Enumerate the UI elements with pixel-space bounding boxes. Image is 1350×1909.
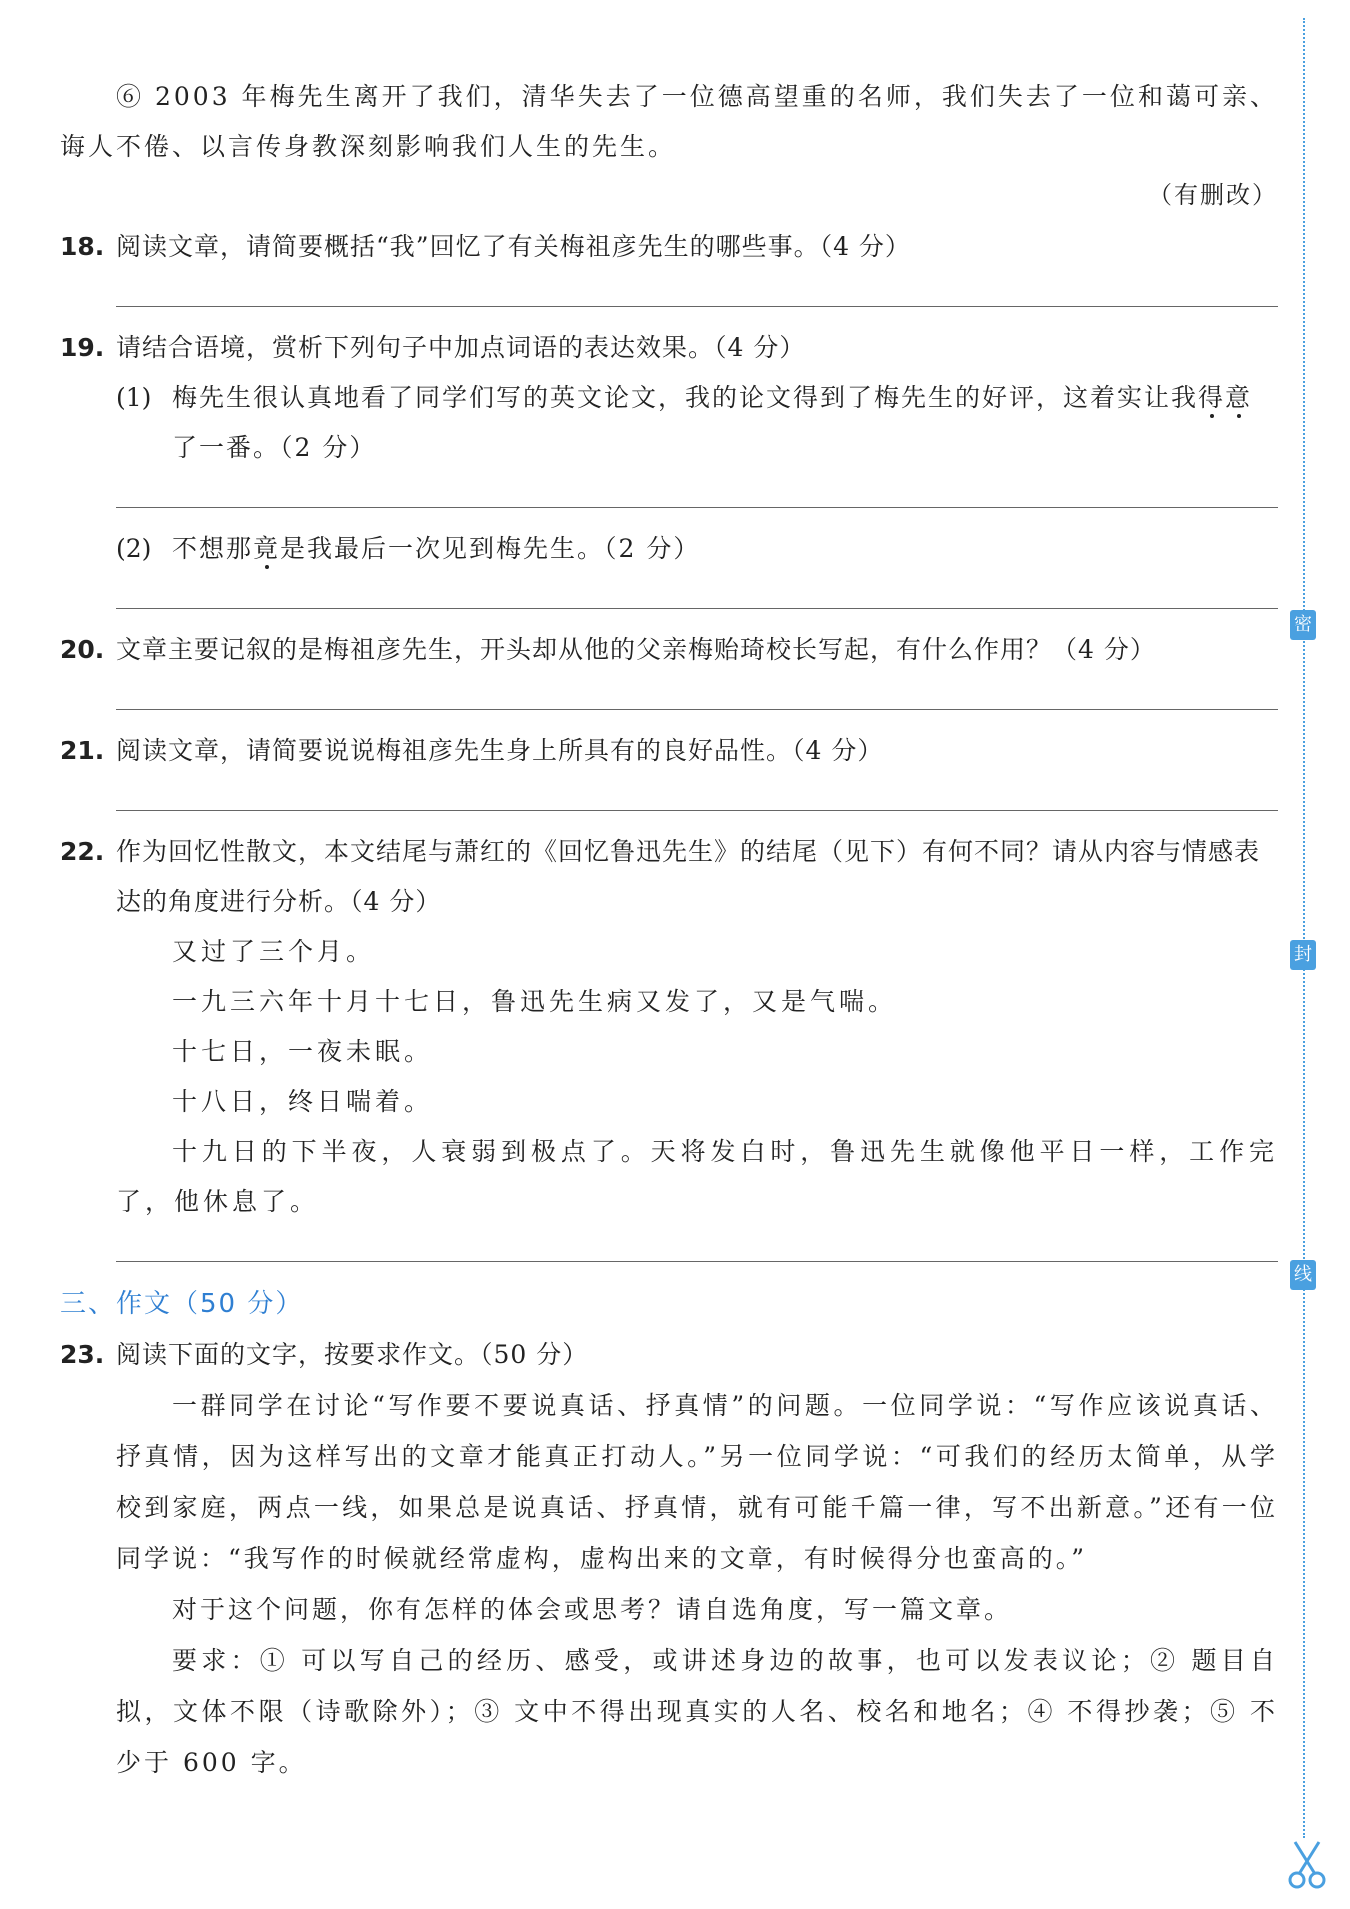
answer-line-19-2[interactable] — [116, 574, 1278, 609]
essay-requirements: 要求：① 可以写自己的经历、感受，或讲述身边的故事，也可以发表议论；② 题目自拟，文体不限（诗歌除外）；③ 文中不得出现真实的人名、校名和地名；④ 不得抄袭；⑤ 不少于 600 字。 — [116, 1646, 1278, 1777]
question-number: 20. — [60, 635, 105, 664]
question-number: 22. — [60, 837, 105, 866]
essay-prompt-paragraph: 一群同学在讨论“写作要不要说真话、抒真情”的问题。一位同学说：“写作应该说真话、抒真情，因为这样写出的文章才能真正打动人。”另一位同学说：“可我们的经历太简单，从学校到家庭，两点一线，如果总是说真话、抒真情，就有可能千篇一律，写不出新意。”还有一位同学说：“我写作的时候就经常虚构，虚构出来的文章，有时候得分也蛮高的。” — [116, 1391, 1278, 1573]
question-text: 阅读下面的文字，按要求作文。（50 分） — [116, 1340, 589, 1369]
answer-line-21[interactable] — [116, 776, 1278, 811]
passage-paragraph-6: ⑥ 2003 年梅先生离开了我们，清华失去了一位德高望重的名师，我们失去了一位和蔼可亲、诲人不倦、以言传身教深刻影响我们人生的先生。 — [60, 82, 1278, 161]
question-text: 阅读文章，请简要概括“我”回忆了有关梅祖彦先生的哪些事。（4 分） — [116, 232, 911, 261]
question-number: 19. — [60, 333, 105, 362]
question-19-part-1 — [116, 373, 1278, 473]
source-note: （有删改） — [1148, 181, 1278, 209]
question-22 — [60, 827, 1278, 927]
dotted-char: 意 — [1225, 383, 1253, 412]
essay-prompt-paragraph: 对于这个问题，你有怎样的体会或思考？请自选角度，写一篇文章。 — [172, 1595, 1013, 1624]
question-20 — [60, 625, 1278, 675]
question-number: 23. — [60, 1340, 105, 1369]
quote-line: 又过了三个月。 — [172, 937, 376, 966]
page-content — [60, 72, 1278, 1788]
question-text: 作为回忆性散文，本文结尾与萧红的《回忆鲁迅先生》的结尾（见下）有何不同？请从内容与情感表达的角度进行分析。（4 分） — [116, 837, 1261, 916]
answer-line-20[interactable] — [116, 675, 1278, 710]
quote-line: 十八日，终日喘着。 — [172, 1087, 434, 1116]
question-number: 18. — [60, 232, 105, 261]
sub-label: (1) — [116, 383, 152, 412]
question-19 — [60, 323, 1278, 373]
question-text: 阅读文章，请简要说说梅祖彦先生身上所具有的良好品性。（4 分） — [116, 736, 884, 765]
answer-line-22[interactable] — [116, 1227, 1278, 1262]
quoted-excerpt — [116, 927, 1278, 1227]
question-23 — [60, 1330, 1278, 1380]
question-18 — [60, 222, 1278, 272]
question-number: 21. — [60, 736, 105, 765]
answer-line-18[interactable] — [116, 272, 1278, 307]
quote-line: 十九日的下半夜，人衰弱到极点了。天将发白时，鲁迅先生就像他平日一样，工作完了，他休息了。 — [116, 1137, 1278, 1216]
section-title: 三、作文（50 分） — [60, 1289, 304, 1319]
sub-text-a: 梅先生很认真地看了同学们写的英文论文，我的论文得到了梅先生的好评，这着实让我 — [172, 383, 1199, 412]
quote-line: 十七日，一夜未眠。 — [172, 1037, 434, 1066]
sub-text — [172, 524, 1278, 574]
sub-text-a: 不想那 — [172, 534, 254, 563]
margin-tab-xian: 线 — [1290, 1260, 1316, 1290]
essay-prompt — [116, 1380, 1278, 1788]
question-text: 文章主要记叙的是梅祖彦先生，开头却从他的父亲梅贻琦校长写起，有什么作用？（4 分） — [116, 635, 1156, 664]
answer-line-19-1[interactable] — [116, 473, 1278, 508]
sub-text-b: 是我最后一次见到梅先生。（2 分） — [280, 534, 701, 563]
sub-label: (2) — [116, 534, 152, 563]
sub-text — [172, 373, 1278, 473]
cut-line — [1303, 18, 1305, 1838]
sub-text-b: 了一番。（2 分） — [172, 433, 377, 462]
question-19-part-2 — [116, 524, 1278, 574]
question-21 — [60, 726, 1278, 776]
dotted-char: 竟 — [253, 534, 281, 563]
question-text: 请结合语境，赏析下列句子中加点词语的表达效果。（4 分） — [116, 333, 806, 362]
dotted-char: 得 — [1198, 383, 1226, 412]
quote-line: 一九三六年十月十七日，鲁迅先生病又发了，又是气喘。 — [172, 987, 898, 1016]
margin-tab-feng: 封 — [1290, 940, 1316, 970]
margin-tab-mi: 密 — [1290, 610, 1316, 640]
scissors-icon — [1287, 1840, 1327, 1890]
